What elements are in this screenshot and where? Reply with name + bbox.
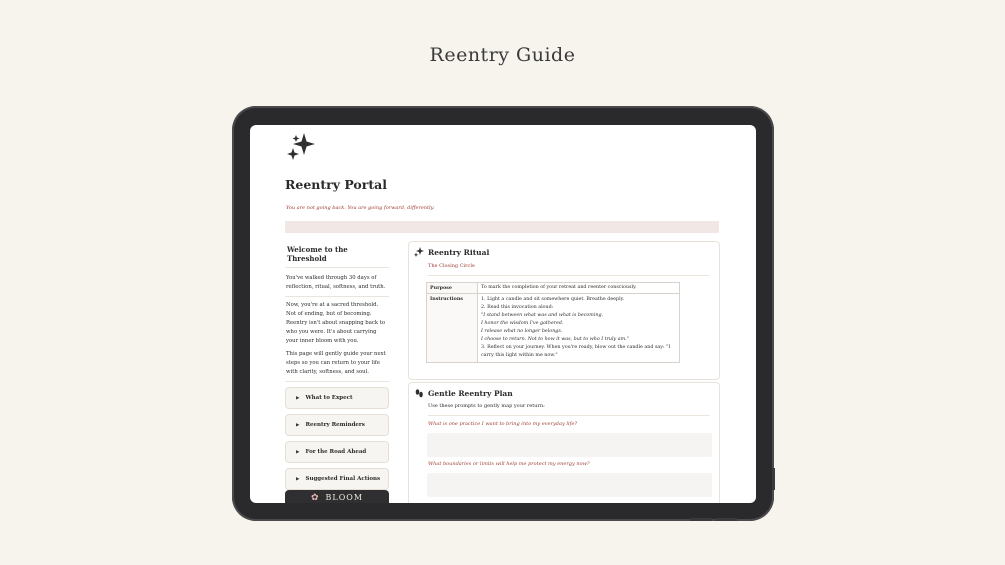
invocation-line-3: I release what no longer belongs. — [481, 329, 563, 334]
ritual-title: Reentry Ritual — [428, 248, 490, 257]
purpose-text: To mark the completion of your retreat and reenter consciously. — [478, 283, 680, 294]
page-title: Reentry Portal — [285, 177, 387, 192]
toggle-label: For the Road Ahead — [305, 449, 367, 455]
table-row — [427, 294, 680, 363]
table-row — [427, 283, 680, 294]
sparkle-icon — [286, 133, 318, 163]
toggle-label: What to Expect — [305, 395, 353, 401]
invocation-line-1: "I stand between what was and what is becoming. — [481, 313, 604, 318]
welcome-paragraph-1: You've walked through 30 days of reflection, ritual, softness, and truth. — [285, 274, 389, 297]
purpose-label: Purpose — [427, 283, 478, 294]
app-screen — [250, 125, 756, 503]
invocation-line-4: I choose to return. Not to how it was, but to who I truly am." — [481, 337, 629, 342]
toggle-reentry-reminders[interactable] — [285, 414, 389, 436]
step-2: 2. Read this invocation aloud: — [481, 305, 554, 310]
card-divider — [428, 415, 710, 416]
prompt-question-2: What boundaries or limits will help me protect my energy now? — [428, 461, 590, 467]
toggle-arrow-icon: ▶ — [296, 476, 300, 482]
instructions-label: Instructions — [427, 294, 478, 363]
prompt-answer-1[interactable] — [427, 433, 712, 457]
bloom-label: BLOOM — [325, 493, 364, 502]
sparkle-small-icon — [414, 247, 424, 257]
welcome-heading: Welcome to the Threshold — [285, 243, 389, 268]
toggle-road-ahead[interactable] — [285, 441, 389, 463]
step-3: 3. Reflect on your journey. When you're ready, blow out the candle and say: "I carry this light within me now." — [481, 345, 671, 358]
footprints-icon — [414, 388, 424, 398]
ritual-card — [408, 241, 720, 380]
bloom-logo-button[interactable] — [285, 490, 389, 503]
plan-card — [408, 382, 720, 503]
toggle-label: Reentry Reminders — [305, 422, 365, 428]
tablet-bottom-button — [690, 518, 712, 521]
instructions-text — [478, 294, 680, 363]
plan-title: Gentle Reentry Plan — [428, 389, 513, 398]
card-divider — [428, 275, 710, 276]
prompt-answer-2[interactable] — [427, 473, 712, 497]
step-1: 1. Light a candle and sit somewhere quiet. Breathe deeply. — [481, 297, 625, 302]
tablet-side-button — [772, 468, 775, 490]
toggle-final-actions[interactable] — [285, 468, 389, 490]
section-divider — [285, 221, 719, 233]
invocation-line-2: I honor the wisdom I've gathered. — [481, 321, 564, 326]
page-tagline: You are not going back. You are going forward, differently. — [286, 205, 435, 211]
toggle-arrow-icon: ▶ — [296, 395, 300, 401]
toggle-arrow-icon: ▶ — [296, 422, 300, 428]
plan-intro: Use these prompts to gently map your return: — [428, 403, 545, 409]
left-column — [285, 243, 389, 490]
welcome-paragraph-2: Now, you're at a sacred threshold. Not of ending, but of becoming. Reentry isn't about snapping back to who you were. It's about carrying your inner bloom with you. — [286, 302, 386, 344]
ritual-table — [426, 282, 680, 363]
welcome-paragraph-3: This page will gently guide your next steps so you can return to your life with clarity, softness, and soul. — [285, 350, 389, 382]
prompt-question-1: What is one practice I want to bring into my everyday life? — [428, 421, 578, 427]
hero-title: Reentry Guide — [429, 44, 576, 66]
flower-icon: ✿ — [310, 493, 320, 503]
toggle-label: Suggested Final Actions — [305, 476, 381, 482]
tablet-bottom-button-2 — [715, 518, 737, 521]
toggle-arrow-icon: ▶ — [296, 449, 300, 455]
toggle-what-to-expect[interactable] — [285, 387, 389, 409]
ritual-subtitle: The Closing Circle — [428, 263, 475, 269]
